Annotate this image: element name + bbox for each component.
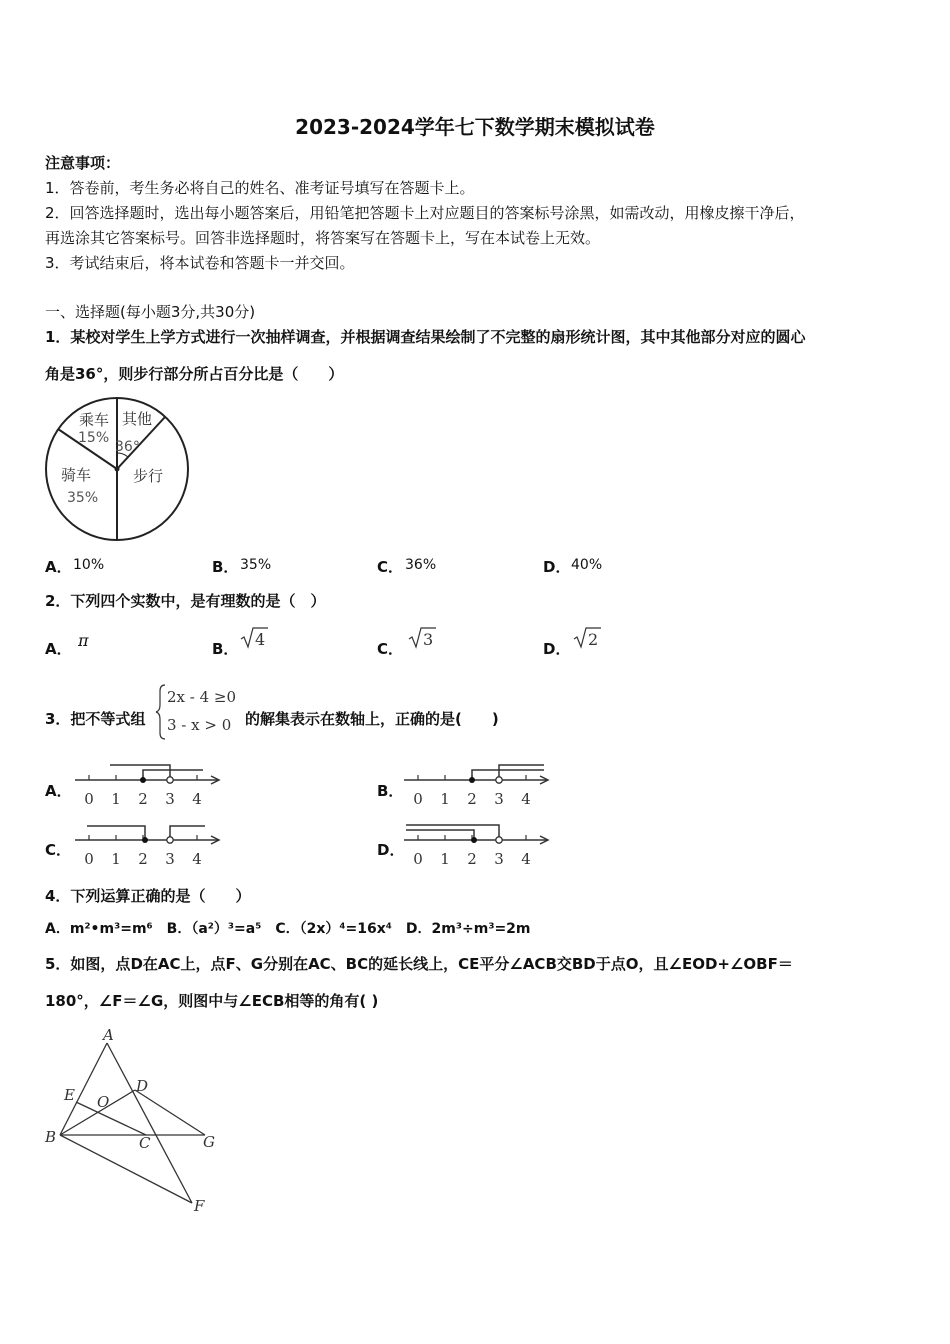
question-5-line1: 5．如图，点D在AC上，点F、G分别在AC、BC的延长线上，CE平分∠ACB交BD于点O，且∠EOD+∠OBF＝: [45, 955, 793, 973]
option-label: B．: [212, 558, 239, 576]
inequality-system: [155, 683, 247, 741]
svg-text:3: 3: [165, 850, 175, 868]
radicand: 4: [255, 630, 266, 649]
number-line-a: [75, 760, 225, 810]
question-4-options: A．m²•m³=m⁶ B．（a²）³=a⁵ C．（2x）⁴=16x⁴ D．2m³÷m³=2m: [45, 921, 531, 937]
inequality-1: 2x - 4 ≥0: [167, 688, 237, 706]
notice-item: 1．答卷前，考生务必将自己的姓名、准考证号填写在答题卡上。: [45, 179, 475, 197]
svg-text:2: 2: [467, 850, 477, 868]
question-2-stem: 2．下列四个实数中，是有理数的是（ ）: [45, 592, 326, 610]
svg-text:0: 0: [413, 850, 423, 868]
option-label: D．: [543, 558, 571, 576]
svg-text:4: 4: [521, 790, 531, 808]
left-brace: [156, 685, 165, 739]
svg-text:F: F: [194, 1197, 205, 1215]
option-label: A．: [45, 782, 72, 800]
question-1-line1: 1．某校对学生上学方式进行一次抽样调查，并根据调查结果绘制了不完整的扇形统计图，其中其他部分对应的圆心: [45, 328, 806, 346]
option-label: D．: [377, 841, 405, 859]
radicand: 2: [588, 630, 599, 649]
option-text: 35%: [240, 557, 272, 573]
question-5-line2: 180°，∠F＝∠G，则图中与∠ECB相等的角有( ): [45, 992, 379, 1010]
svg-text:C: C: [139, 1134, 151, 1152]
svg-text:1: 1: [111, 790, 121, 808]
pie-value-bike: 35%: [67, 490, 99, 506]
svg-text:4: 4: [192, 850, 202, 868]
section-heading: 一、选择题(每小题3分,共30分): [45, 303, 256, 321]
option-label: A．: [45, 558, 72, 576]
pie-value-other: 36°: [115, 439, 140, 455]
svg-text:0: 0: [84, 790, 94, 808]
pi-symbol: π: [78, 631, 89, 650]
svg-text:2: 2: [138, 790, 148, 808]
radicand: 3: [423, 630, 434, 649]
option-label: B．: [377, 782, 404, 800]
svg-text:4: 4: [192, 790, 202, 808]
svg-text:1: 1: [440, 850, 450, 868]
svg-text:G: G: [203, 1133, 215, 1151]
inequality-2: 3 - x > 0: [167, 716, 232, 734]
notice-heading: 注意事项：: [45, 154, 121, 172]
svg-text:4: 4: [521, 850, 531, 868]
svg-text:3: 3: [165, 790, 175, 808]
number-line-c: [75, 820, 225, 870]
segment-DG: [135, 1090, 205, 1135]
option-text: 40%: [571, 557, 603, 573]
option-label: A．: [45, 640, 72, 658]
svg-text:3: 3: [494, 790, 504, 808]
option-label: B．: [212, 640, 239, 658]
notice-item: 再选涂其它答案标号。回答非选择题时，将答案写在答题卡上，写在本试卷上无效。: [45, 229, 601, 247]
question-3-prefix: 3．把不等式组: [45, 710, 146, 728]
number-line-d: [404, 820, 554, 870]
svg-text:2: 2: [467, 790, 477, 808]
svg-text:E: E: [64, 1086, 75, 1104]
segment-BF: [60, 1135, 192, 1203]
pie-label-bike: 骑车: [61, 466, 92, 484]
svg-text:D: D: [136, 1077, 149, 1095]
svg-text:B: B: [45, 1128, 57, 1146]
question-1-line2: 角是36°，则步行部分所占百分比是（ ）: [45, 365, 344, 383]
sqrt-2: [573, 626, 603, 650]
svg-text:0: 0: [84, 850, 94, 868]
option-text: 10%: [73, 557, 105, 573]
svg-text:1: 1: [111, 850, 121, 868]
option-label: C．: [377, 640, 404, 658]
pie-chart: [45, 397, 190, 542]
pie-label-other: 其他: [122, 410, 153, 428]
svg-text:O: O: [97, 1093, 110, 1111]
svg-text:A: A: [103, 1026, 114, 1044]
svg-text:1: 1: [440, 790, 450, 808]
svg-text:3: 3: [494, 850, 504, 868]
sqrt-4: [240, 626, 270, 650]
pie-label-ride: 乘车: [79, 411, 110, 429]
sqrt-3: [408, 626, 438, 650]
option-text: 36%: [405, 557, 437, 573]
page-title: 2023-2024学年七下数学期末模拟试卷: [295, 115, 655, 139]
number-line-b: [404, 760, 554, 810]
option-label: C．: [45, 841, 72, 859]
question-3-suffix: 的解集表示在数轴上，正确的是( ): [245, 710, 499, 728]
svg-text:0: 0: [413, 790, 423, 808]
geometry-figure: [40, 1028, 230, 1218]
notice-item: 3．考试结束后，将本试卷和答题卡一并交回。: [45, 254, 355, 272]
pie-value-ride: 15%: [78, 430, 110, 446]
option-label: C．: [377, 558, 404, 576]
svg-text:2: 2: [138, 850, 148, 868]
pie-label-walk: 步行: [133, 467, 164, 485]
notice-item: 2．回答选择题时，选出每小题答案后，用铅笔把答题卡上对应题目的答案标号涂黑，如需改动，用橡皮擦干净后，: [45, 204, 805, 222]
question-4-stem: 4．下列运算正确的是（ ）: [45, 887, 251, 905]
option-label: D．: [543, 640, 571, 658]
pie-center-dot: [115, 467, 120, 472]
